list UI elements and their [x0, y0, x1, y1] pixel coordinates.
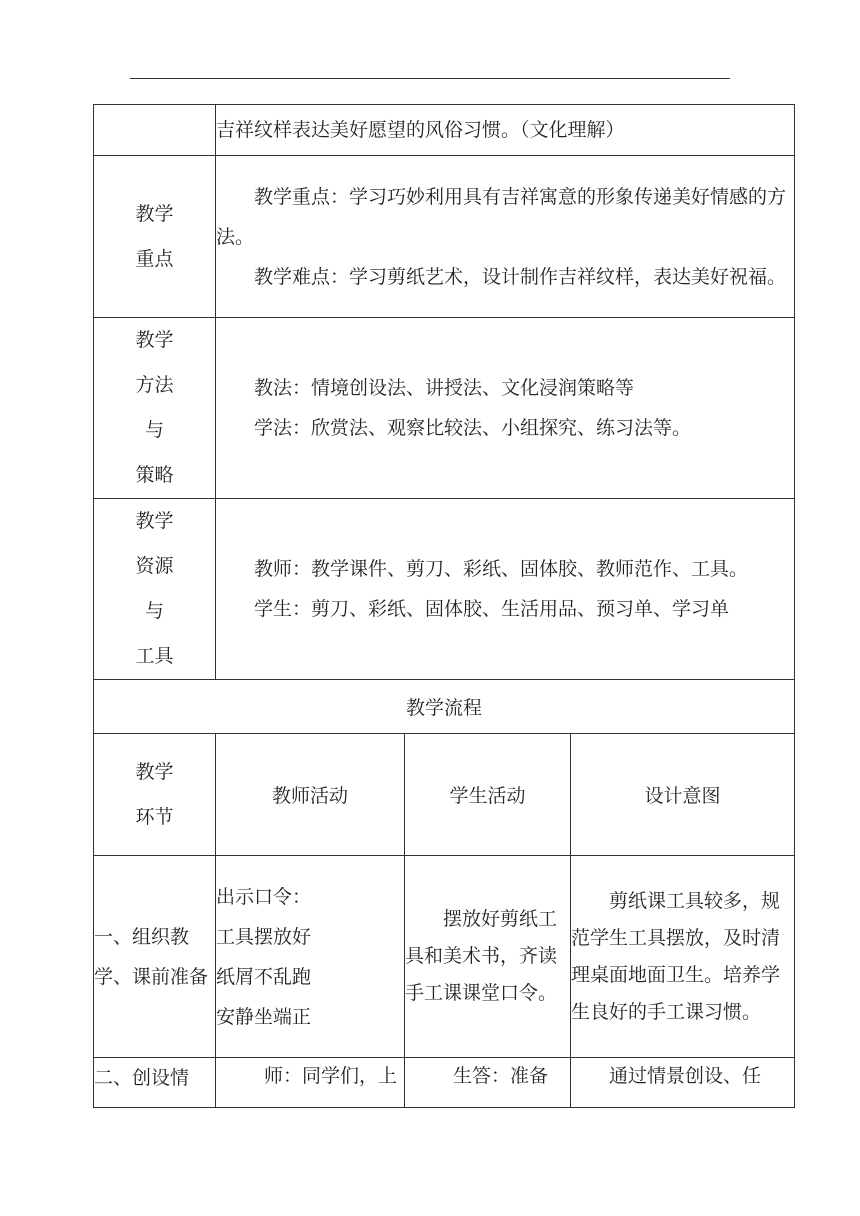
resources-cell [216, 499, 795, 680]
difficulty-text: 教学难点：学习剪纸艺术，设计制作吉祥纹样，表达美好祝福。 [254, 265, 787, 288]
stage-1-label: 一、组织教学、课前准备 [94, 856, 216, 1058]
methods-row [94, 318, 795, 499]
teacher-activity-1: 出示口令： 工具摆放好 纸屑不乱跑 安静坐端正 [216, 856, 405, 1058]
resources-row [94, 499, 795, 680]
keypoints-row [94, 156, 795, 318]
student-activity-header: 学生活动 [405, 734, 571, 856]
flow-header-row [94, 734, 795, 856]
stage-header: 教学 环节 [94, 734, 216, 856]
teacher-activity-2: 师：同学们，上 [216, 1058, 405, 1108]
flow-row-2 [94, 1058, 795, 1108]
key-point-text: 教学重点：学习巧妙利用具有吉祥寓意的形象传递美好情感的方法。 [216, 185, 787, 248]
stage-2-label: 二、创设情 [94, 1058, 216, 1108]
culture-row [94, 105, 795, 156]
keypoints-label: 教学 重点 [94, 156, 216, 318]
methods-cell [216, 318, 795, 499]
learning-method-text: 学法：欣赏法、观察比较法、小组探究、练习法等。 [254, 417, 692, 439]
keypoints-cell [216, 156, 795, 318]
student-activity-2: 生答：准备 [405, 1058, 571, 1108]
design-intent-header: 设计意图 [571, 734, 795, 856]
methods-label: 教学 方法 与 策略 [94, 318, 216, 499]
lesson-plan-table [93, 104, 795, 1108]
teacher-activity-header: 教师活动 [216, 734, 405, 856]
header-rule [130, 78, 730, 79]
teacher-resources-text: 教师：教学课件、剪刀、彩纸、固体胶、教师范作、工具。 [254, 558, 749, 580]
student-resources-text: 学生：剪刀、彩纸、固体胶、生活用品、预习单、学习单 [254, 598, 730, 620]
flow-row-1 [94, 856, 795, 1058]
teaching-method-text: 教法：情境创设法、讲授法、文化浸润策略等 [254, 377, 635, 399]
flow-title: 教学流程 [94, 680, 795, 734]
culture-cell [216, 105, 795, 156]
design-intent-1: 剪纸课工具较多，规范学生工具摆放，及时清理桌面地面卫生。培养学生良好的手工课习惯。 [571, 856, 795, 1058]
student-activity-1: 摆放好剪纸工具和美术书，齐读手工课课堂口令。 [405, 856, 571, 1058]
resources-label: 教学 资源 与 工具 [94, 499, 216, 680]
flow-title-row [94, 680, 795, 734]
culture-text: 吉祥纹样表达美好愿望的风俗习惯。（文化理解） [216, 119, 625, 141]
design-intent-2: 通过情景创设、任 [571, 1058, 795, 1108]
culture-label-cell [94, 105, 216, 156]
